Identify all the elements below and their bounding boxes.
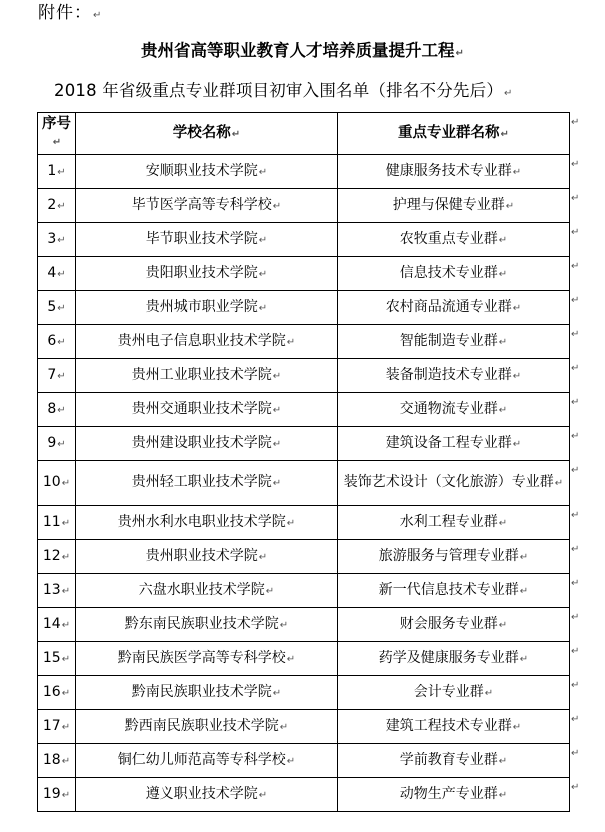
cell-no-text: 15	[42, 649, 61, 666]
cell-mark-icon: ↵	[57, 234, 66, 246]
cell-mark-icon: ↵	[61, 687, 71, 699]
cell-group	[338, 744, 570, 778]
cell-group-content	[396, 230, 511, 250]
cell-school-content	[132, 197, 281, 213]
cell-mark-icon: ↵	[258, 302, 268, 314]
cell-no	[38, 257, 76, 291]
cell-mark-icon: ↵	[61, 653, 71, 665]
cell-group-content	[375, 581, 532, 601]
table-row	[38, 223, 570, 257]
cell-no-content	[43, 582, 70, 598]
cell-group-content	[389, 196, 518, 216]
cell-no	[38, 506, 76, 540]
cell-no-text: 12	[42, 547, 61, 564]
cell-group	[338, 155, 570, 189]
cell-mark-icon: ↵	[258, 268, 268, 280]
cell-school-content	[139, 582, 274, 598]
cell-school-content	[132, 684, 281, 700]
cell-school	[76, 540, 338, 574]
cell-group-text: 健康服务技术专业群	[385, 162, 512, 179]
document-title-line-1	[0, 40, 605, 65]
cell-school-content	[146, 548, 267, 564]
table-row	[38, 676, 570, 710]
cell-no-text: 17	[42, 717, 61, 734]
row-end-mark-icon: ↵	[571, 159, 580, 170]
cell-no	[38, 393, 76, 427]
cell-group-text: 旅游服务与管理专业群	[378, 547, 519, 564]
row-end-mark-icon: ↵	[571, 646, 580, 657]
cell-mark-icon: ↵	[61, 619, 71, 631]
cell-group-text: 学前教育专业群	[399, 751, 498, 768]
cell-group-content	[396, 332, 511, 352]
cell-no-text: 5	[47, 298, 57, 315]
row-end-mark-icon: ↵	[571, 680, 580, 691]
cell-mark-icon: ↵	[57, 438, 66, 450]
cell-group-text: 新一代信息技术专业群	[378, 581, 519, 598]
cell-group-content	[396, 264, 511, 284]
cell-group-text: 护理与保健专业群	[392, 196, 505, 213]
cell-group-text: 建筑设备工程专业群	[385, 434, 512, 451]
cell-school-text: 贵州建设职业技术学院	[131, 434, 272, 451]
cell-school-text: 黔南民族医学高等专科学校	[117, 649, 286, 666]
header-group-text: 重点专业群名称	[398, 124, 500, 141]
cell-mark-icon: ↵	[498, 789, 508, 801]
cell-mark-icon: ↵	[61, 789, 71, 801]
row-end-mark-icon: ↵	[571, 117, 580, 128]
cell-mark-icon: ↵	[498, 234, 508, 246]
cell-group	[338, 506, 570, 540]
cell-mark-icon: ↵	[286, 653, 296, 665]
cell-no-text: 16	[42, 683, 61, 700]
header-group	[338, 113, 570, 155]
cell-school-content	[132, 435, 281, 451]
shortlist-table	[37, 112, 570, 812]
row-end-mark-icon: ↵	[571, 261, 580, 272]
cell-group	[338, 393, 570, 427]
cell-mark-icon: ↵	[498, 755, 508, 767]
row-end-mark-icon: ↵	[571, 612, 580, 623]
cell-school-text: 毕节职业技术学院	[145, 230, 258, 247]
cell-school-content	[146, 786, 267, 802]
cell-school-text: 六盘水职业技术学院	[138, 581, 265, 598]
table-row	[38, 461, 570, 506]
cell-no-text: 10	[42, 474, 61, 490]
cell-school-text: 黔南民族职业技术学院	[131, 683, 272, 700]
cell-school-content	[125, 718, 288, 734]
cell-mark-icon: ↵	[61, 478, 71, 489]
cell-school	[76, 744, 338, 778]
cell-no-content	[43, 514, 70, 530]
cell-school	[76, 155, 338, 189]
cell-no-content	[43, 786, 70, 802]
title-line-1-text: 贵州省高等职业教育人才培养质量提升工程	[141, 41, 455, 60]
table-row	[38, 155, 570, 189]
attachment-label-text: 附件：	[38, 3, 92, 23]
cell-no	[38, 461, 76, 506]
cell-group-text: 农村商品流通专业群	[385, 298, 512, 315]
cell-no	[38, 291, 76, 325]
cell-no-content	[47, 265, 65, 281]
cell-mark-icon: ↵	[61, 585, 71, 597]
cell-mark-icon: ↵	[512, 370, 522, 382]
table-row	[38, 359, 570, 393]
cell-no-content	[43, 616, 70, 632]
cell-mark-icon: ↵	[272, 370, 282, 382]
cell-group-content	[396, 615, 511, 635]
cell-no-content	[47, 333, 65, 349]
table-row	[38, 506, 570, 540]
cell-group-text: 交通物流专业群	[399, 400, 498, 417]
cell-school	[76, 574, 338, 608]
paragraph-mark-icon: ↵	[504, 88, 513, 99]
cell-mark-icon: ↵	[554, 478, 564, 489]
cell-school-content	[146, 265, 267, 281]
cell-mark-icon: ↵	[498, 517, 508, 529]
cell-school	[76, 189, 338, 223]
cell-mark-icon: ↵	[498, 619, 508, 631]
cell-mark-icon: ↵	[498, 268, 508, 280]
cell-school-text: 贵州水利水电职业技术学院	[117, 513, 286, 530]
cell-group-content	[382, 162, 525, 182]
cell-mark-icon: ↵	[498, 404, 508, 416]
cell-no-text: 2	[47, 196, 57, 213]
table-row	[38, 291, 570, 325]
cell-no-text: 9	[47, 434, 57, 451]
cell-group	[338, 223, 570, 257]
cell-school	[76, 223, 338, 257]
cell-no-content	[43, 718, 70, 734]
cell-school	[76, 325, 338, 359]
cell-mark-icon: ↵	[286, 517, 296, 529]
cell-no-text: 14	[42, 615, 61, 632]
cell-school-content	[125, 616, 288, 632]
cell-no-content	[43, 752, 70, 768]
cell-no	[38, 642, 76, 676]
cell-no-text: 7	[47, 366, 57, 383]
cell-mark-icon: ↵	[61, 755, 71, 767]
row-end-mark-icon: ↵	[571, 748, 580, 759]
table-row	[38, 189, 570, 223]
cell-mark-icon: ↵	[512, 302, 522, 314]
header-no-text: 序号	[42, 116, 71, 132]
cell-school-content	[118, 514, 295, 530]
cell-school	[76, 257, 338, 291]
table-row	[38, 642, 570, 676]
cell-mark-icon: ↵	[57, 336, 66, 348]
cell-group-content	[410, 683, 497, 703]
cell-school	[76, 291, 338, 325]
cell-mark-icon: ↵	[265, 585, 275, 597]
row-end-mark-icon: ↵	[571, 295, 580, 306]
cell-mark-icon: ↵	[272, 404, 282, 416]
cell-no	[38, 778, 76, 812]
cell-no-content	[43, 684, 70, 700]
cell-no	[38, 710, 76, 744]
cell-no-content	[47, 435, 65, 451]
header-school-text: 学校名称	[172, 124, 231, 141]
cell-mark-icon: ↵	[500, 128, 509, 140]
table-row	[38, 427, 570, 461]
table-row	[38, 574, 570, 608]
attachment-label	[38, 2, 102, 27]
row-end-mark-icon: ↵	[571, 363, 580, 374]
cell-no	[38, 189, 76, 223]
cell-group-text: 装饰艺术设计（文化旅游）专业群	[343, 474, 554, 490]
cell-no-content	[47, 163, 65, 179]
cell-group-text: 农牧重点专业群	[399, 230, 498, 247]
cell-group	[338, 574, 570, 608]
cell-school-text: 遵义职业技术学院	[145, 785, 258, 802]
cell-school	[76, 778, 338, 812]
cell-group-content	[382, 298, 525, 318]
cell-group	[338, 359, 570, 393]
cell-mark-icon: ↵	[519, 551, 529, 563]
cell-no-text: 8	[47, 400, 57, 417]
row-end-mark-icon: ↵	[571, 782, 580, 793]
cell-mark-icon: ↵	[258, 789, 268, 801]
cell-no	[38, 744, 76, 778]
header-school	[76, 113, 338, 155]
row-end-mark-icon: ↵	[571, 329, 580, 340]
cell-group	[338, 325, 570, 359]
cell-mark-icon: ↵	[519, 653, 529, 665]
cell-school-content	[132, 367, 281, 383]
cell-group	[338, 291, 570, 325]
table-header-row	[38, 113, 570, 155]
cell-group	[338, 257, 570, 291]
cell-school-text: 贵州轻工职业技术学院	[131, 474, 272, 490]
cell-school	[76, 427, 338, 461]
table-row	[38, 540, 570, 574]
cell-group-content	[340, 473, 567, 493]
cell-group-content	[382, 717, 525, 737]
cell-mark-icon: ↵	[286, 336, 296, 348]
cell-group-content	[375, 649, 532, 669]
cell-group	[338, 642, 570, 676]
cell-school-content	[132, 401, 281, 417]
cell-mark-icon: ↵	[57, 166, 66, 178]
cell-mark-icon: ↵	[57, 404, 66, 416]
table-row	[38, 325, 570, 359]
cell-mark-icon: ↵	[519, 585, 529, 597]
cell-school-text: 黔东南民族职业技术学院	[124, 615, 279, 632]
cell-group-content	[382, 366, 525, 386]
cell-mark-icon: ↵	[258, 166, 268, 178]
cell-mark-icon: ↵	[512, 166, 522, 178]
document-title-line-2	[54, 80, 513, 105]
cell-mark-icon: ↵	[272, 478, 282, 489]
cell-group	[338, 540, 570, 574]
cell-school-text: 贵州职业技术学院	[145, 547, 258, 564]
cell-no-content	[47, 367, 65, 383]
cell-group	[338, 608, 570, 642]
cell-no	[38, 540, 76, 574]
cell-mark-icon: ↵	[272, 438, 282, 450]
cell-school-text: 贵州电子信息职业技术学院	[117, 332, 286, 349]
cell-school	[76, 608, 338, 642]
cell-school-content	[118, 752, 295, 768]
cell-school-text: 贵州城市职业学院	[145, 298, 258, 315]
cell-mark-icon: ↵	[57, 200, 66, 212]
cell-school	[76, 359, 338, 393]
cell-no-text: 6	[47, 332, 57, 349]
cell-no-text: 11	[42, 513, 61, 530]
title-line-2-text: 2018 年省级重点专业群项目初审入围名单（排名不分先后）	[54, 81, 504, 100]
table-row	[38, 744, 570, 778]
row-end-mark-icon: ↵	[571, 544, 580, 555]
cell-no-content	[43, 650, 70, 666]
cell-mark-icon: ↵	[279, 721, 289, 733]
cell-group-content	[396, 785, 511, 805]
cell-school-text: 贵州工业职业技术学院	[131, 366, 272, 383]
cell-school-text: 黔西南民族职业技术学院	[124, 717, 279, 734]
table-row	[38, 778, 570, 812]
cell-no	[38, 155, 76, 189]
row-end-mark-icon: ↵	[571, 465, 580, 476]
cell-mark-icon: ↵	[57, 302, 66, 314]
cell-group-text: 装备制造技术专业群	[385, 366, 512, 383]
row-end-mark-icon: ↵	[571, 510, 580, 521]
cell-school-text: 毕节医学高等专科学校	[131, 196, 272, 213]
table-row	[38, 257, 570, 291]
cell-school-text: 安顺职业技术学院	[145, 162, 258, 179]
cell-group-text: 信息技术专业群	[399, 264, 498, 281]
cell-mark-icon: ↵	[231, 128, 241, 140]
cell-no	[38, 608, 76, 642]
cell-mark-icon: ↵	[272, 687, 282, 699]
cell-mark-icon: ↵	[286, 755, 296, 767]
cell-school-content	[118, 333, 295, 349]
cell-group-text: 智能制造专业群	[399, 332, 498, 349]
cell-school-content	[146, 231, 267, 247]
cell-group-text: 财会服务专业群	[399, 615, 498, 632]
cell-school	[76, 506, 338, 540]
cell-group-text: 水利工程专业群	[399, 513, 498, 530]
cell-no	[38, 223, 76, 257]
cell-mark-icon: ↵	[61, 517, 71, 529]
row-end-mark-icon: ↵	[571, 578, 580, 589]
cell-no	[38, 676, 76, 710]
cell-mark-icon: ↵	[505, 200, 515, 212]
cell-no	[38, 359, 76, 393]
cell-mark-icon: ↵	[498, 336, 508, 348]
cell-group	[338, 676, 570, 710]
cell-school	[76, 710, 338, 744]
cell-mark-icon: ↵	[52, 137, 62, 148]
cell-school-text: 贵州交通职业技术学院	[131, 400, 272, 417]
cell-group-content	[382, 434, 525, 454]
cell-no-content	[47, 231, 65, 247]
table-row	[38, 710, 570, 744]
cell-school	[76, 461, 338, 506]
row-end-mark-icon: ↵	[571, 397, 580, 408]
cell-mark-icon: ↵	[512, 438, 522, 450]
table-row	[38, 393, 570, 427]
paragraph-mark-icon: ↵	[93, 10, 103, 21]
cell-no	[38, 427, 76, 461]
paragraph-mark-icon: ↵	[455, 48, 464, 59]
cell-no-content	[43, 548, 70, 564]
cell-no-content	[47, 197, 65, 213]
cell-school	[76, 642, 338, 676]
cell-no-text: 18	[42, 751, 61, 768]
cell-school-text: 铜仁幼儿师范高等专科学校	[117, 751, 286, 768]
cell-school-content	[146, 163, 267, 179]
cell-mark-icon: ↵	[61, 551, 71, 563]
cell-school	[76, 393, 338, 427]
cell-group	[338, 778, 570, 812]
cell-mark-icon: ↵	[512, 721, 522, 733]
cell-no	[38, 325, 76, 359]
cell-group	[338, 710, 570, 744]
cell-group-text: 动物生产专业群	[399, 785, 498, 802]
row-end-mark-icon: ↵	[571, 431, 580, 442]
cell-no-content	[47, 401, 65, 417]
cell-group-text: 会计专业群	[413, 683, 484, 700]
table-row	[38, 608, 570, 642]
cell-no-content	[47, 299, 65, 315]
cell-group	[338, 427, 570, 461]
header-no	[38, 113, 76, 155]
row-end-mark-icon: ↵	[571, 227, 580, 238]
cell-group-content	[396, 400, 511, 420]
cell-group-content	[396, 751, 511, 771]
cell-mark-icon: ↵	[484, 687, 494, 699]
cell-no-text: 3	[47, 230, 57, 247]
cell-mark-icon: ↵	[57, 268, 66, 280]
cell-group-text: 建筑工程技术专业群	[385, 717, 512, 734]
cell-group-text: 药学及健康服务专业群	[378, 649, 519, 666]
cell-school-content	[132, 474, 281, 490]
cell-group	[338, 189, 570, 223]
cell-no-text: 4	[47, 264, 57, 281]
cell-school-content	[118, 650, 295, 666]
row-end-mark-icon: ↵	[571, 193, 580, 204]
cell-mark-icon: ↵	[272, 200, 282, 212]
cell-no-content	[43, 474, 70, 490]
cell-no-text: 1	[47, 162, 57, 179]
cell-mark-icon: ↵	[258, 234, 268, 246]
cell-school-content	[146, 299, 267, 315]
cell-group-content	[375, 547, 532, 567]
cell-school-text: 贵阳职业技术学院	[145, 264, 258, 281]
cell-mark-icon: ↵	[279, 619, 289, 631]
cell-mark-icon: ↵	[258, 551, 268, 563]
cell-school	[76, 676, 338, 710]
cell-no-text: 13	[42, 581, 61, 598]
cell-mark-icon: ↵	[57, 370, 66, 382]
cell-group-content	[396, 513, 511, 533]
cell-no	[38, 574, 76, 608]
cell-group	[338, 461, 570, 506]
row-end-mark-icon: ↵	[571, 714, 580, 725]
cell-mark-icon: ↵	[61, 721, 71, 733]
cell-no-text: 19	[42, 785, 61, 802]
